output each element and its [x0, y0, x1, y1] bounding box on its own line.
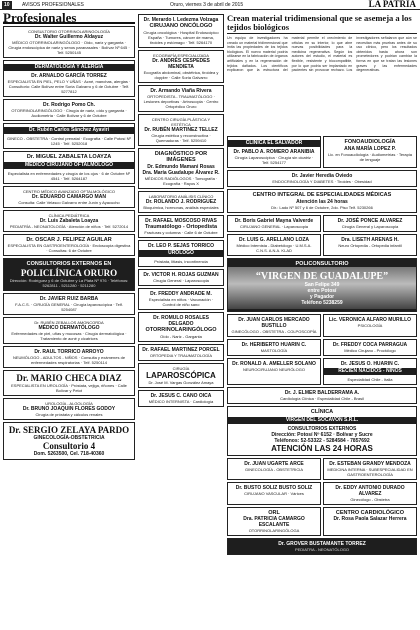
ad-heading: CENTRO MÉDICO AVANZADO OFTALMOLÓGICO	[22, 188, 115, 194]
ad-policonsultorio-guadalupe	[227, 258, 417, 313]
ad-heading: LABORATORIO ANÁLISIS CLÍNICO	[148, 193, 214, 199]
ad-heading: POLICONSULTORIO	[295, 260, 349, 267]
ad-clinica-socavon	[227, 406, 417, 456]
column-right	[227, 14, 417, 627]
ad-camargo	[3, 186, 135, 208]
ad-doctor-name: Dr. MARIO CHECA DIAZ	[16, 372, 122, 383]
ad-details: MEDICINA INTERNA · SUBESPECIALIDAD EN GASTROENTEROLOGÍA	[327, 466, 413, 477]
ad-doctor-name: Dr. BRUNO JOAQUIN FLORES GODOY	[22, 405, 116, 412]
ad-details: Dr. José M. Vargas González Amaya	[148, 379, 214, 385]
ad-heading: UROLOGÍA - ALGOLOGÍA	[45, 400, 93, 406]
ad-doctor-name: Dr. FREDDY ANDRADE M.	[150, 291, 212, 297]
ad-details: PEDIATRÍA - NEONATOLOGÍA · Atención de niños · Telf. 5272014	[9, 223, 129, 229]
ad-doctor-name: ANA MARÍA LOPEZ P.	[344, 145, 396, 152]
ad-clinic-name: POLICLÍNICA ORURO	[20, 267, 118, 278]
ad-orl	[227, 507, 321, 537]
ad-zelaya	[3, 422, 135, 460]
ad-doctor-name: Dr. RUBÉN MARTINEZ TELLEZ	[144, 126, 218, 133]
ad-heading: ORL	[268, 509, 280, 516]
ad-details: Dir.: Lado Nº 507 y 6 de Octubre, 2do. Piso Telf. 5230266	[271, 204, 373, 210]
column-left	[3, 26, 135, 627]
row-6	[227, 358, 417, 387]
ad-doctor-name: Dr. PABLO A. ROMERO ARANIBIA	[233, 149, 315, 155]
ad-grandy	[323, 458, 417, 480]
ad-details: MÉDICO INTERNISTA · Cardiología	[148, 398, 214, 404]
ad-policlinica	[3, 258, 135, 291]
ad-details: GINECO - OBSTETRA · Control prenatal · Ecografía · Calle Potosí Nº 1245 · Telf. 5252018	[7, 136, 131, 146]
ad-doctor-name: Dr. EDDY ANTONIO DURADO ALVAREZ	[335, 484, 405, 497]
ad-doctor-name: Dr. Armando Viaña Rivera	[150, 87, 212, 94]
ad-heriberto-huarin	[227, 339, 321, 356]
ad-details: Cirugía Laparoscópica · Cirugía sin cicatriz · Telf. 5254177	[234, 155, 314, 165]
ad-viana	[138, 85, 224, 112]
ad-details: ENDOCRINOLOGÍA Y DIABETES · Tiroides · Obesidad	[272, 179, 372, 184]
ad-fonoaudiologia	[323, 136, 417, 168]
ad-heading: CONSULTORIO OTORRINOLARINGOLOGÍA	[28, 29, 110, 34]
row-5	[227, 339, 417, 358]
ad-heading: CENTRO INTEGRAL DE ESPECIALIDADES MÉDICAS	[252, 192, 392, 198]
page-number: 10	[4, 2, 10, 8]
article-title: Crean material tridimensional que se asemeja a los tejidos biológicos	[227, 14, 417, 34]
ad-doctor-name: Dr. Rosa Paola Salazar Herrera	[333, 516, 407, 522]
ad-doctor-name: Dr. RAFAEL MARTINEZ PORCEL	[142, 346, 220, 353]
ad-doctor-name: Dra. PATRICIA CAMARGO ESCALANTE	[243, 516, 305, 528]
ad-specialty: GINECOLOGÍA-OBSTETRICIA	[33, 434, 105, 441]
ad-details: PSICOLOGÍA	[357, 323, 383, 328]
ad-laboratorio	[138, 191, 224, 213]
ad-details: ORTOPEDIA Y TRAUMATOLOGÍA	[149, 352, 213, 358]
article-body: Un equipo de investigadores ha creado un material tridimensional que imita las propiedades de los tejidos biológicos. El nuevo material podría utilizarse en la fabricación de órganos artificiales y en la regeneración de tejidos dañados. Los científicos explicaron que la estructura del material permite el crecimiento de células en su interior, lo que abre nuevas posibilidades para la medicina regenerativa. Según los autores del estudio, el material es flexible, resistente y biocompatible, por lo que podría ser implantado en pacientes sin provocar rechazo. Los investigadores señalaron que aún se necesitan más pruebas antes de su uso clínico, pero los resultados obtenidos hasta ahora son prometedores y podrían cambiar la forma en que se tratan las lesiones graves y las enfermedades degenerativas.	[227, 36, 417, 73]
ad-specialty: Traumatólogo - Ortopedista	[144, 223, 218, 230]
ad-details: Médico Internista - Diabetólogo · U.M.S.A. C.N.S. A.N.A. KLAD	[236, 242, 312, 253]
ad-doctor-name: Dr. JESUS C. CANO OICA	[150, 392, 212, 399]
ad-heading: CONSULTORIOS EXTERNOS EN	[26, 261, 112, 267]
ad-subheading: CONSULTORIOS EXTERNOS	[287, 425, 357, 432]
ad-details: PEDIATRA - NEONATÓLOGO	[294, 547, 350, 552]
ad-doctor-name: Dr. JOSÉ PONCE ALVAREZ	[337, 217, 403, 224]
ad-details: GINECOLOGÍA - OBSTETRICIA	[244, 466, 303, 472]
ad-doctor-name: Dr. Edmundo Mamani Rosas	[147, 163, 215, 170]
ad-ponce	[323, 215, 417, 232]
ad-imagenes	[138, 148, 224, 189]
ad-doctor-name: Dr. OSCAR J. FELIPEZ AGUILAR	[26, 236, 112, 243]
ad-cano	[138, 390, 224, 407]
ad-mercado	[227, 314, 321, 337]
ad-details: Enfermedades de piel, uñas y mucosas · Cirugía dermatológica · Tratamiento de acné y cicatrices	[11, 330, 127, 341]
ad-details: OTORRINOLARINGÓLOGO · Cirugía de nariz, oído y garganta · Audiometría · Calle Bolívar y 6 de Octubre	[11, 108, 127, 118]
ad-doctor-name: Dra. LISETH ARENAS H.	[341, 236, 399, 243]
ad-heading: DIAGNÓSTICO POR IMÁGENES	[154, 150, 208, 163]
ad-cespedes	[138, 50, 224, 83]
ad-office: Consultorio 4	[42, 440, 96, 451]
ad-details: F.A.C.S. · CIRUGÍA GENERAL · Cirugía laparoscópica · Telf. 5254087	[15, 301, 123, 312]
ad-banner: UROLOGO	[139, 250, 223, 257]
ad-doctor-name: Dr. ARNALDO GARCÍA TORREZ	[31, 73, 107, 79]
ad-ruiz	[3, 293, 135, 315]
ad-doctor-name: Dr. RAUL TORRICO ARROYO	[34, 348, 104, 355]
ad-details: Oído - Nariz - Garganta	[160, 333, 202, 339]
ad-details: Especialista en enfermedades y cirugía de los ojos · 6 de Octubre Nº 4541 · Telf. 5264187	[7, 170, 131, 181]
ad-details: Ginecólogo - Obstetra	[350, 496, 390, 502]
ad-heredia	[227, 170, 417, 187]
ad-sanchez	[3, 123, 135, 149]
ad-doctor-name: Dr. Rodrigo Pomo Ch.	[43, 102, 95, 108]
ad-doctor-name: Dr. JUAN CARLOS MERCADO BUSTILLO	[238, 317, 310, 329]
ad-hours: Atención las 24 horas	[296, 198, 348, 205]
ad-doctor-name: Dr. RAFAEL MOSCOSO RIVAS	[145, 217, 217, 224]
ad-details: MÉDICO OTORRINOLARINGÓLOGO · Oído, nariz y garganta · Cirugía endoscópica de nariz y senos paranasales · Bolívar Nº 645 · Telf. 5250145	[8, 40, 130, 55]
ad-address-1: San Felipe 349	[304, 281, 340, 288]
ad-banner: Dr. Rubén Carlos Sánchez Ayaviri	[4, 127, 134, 134]
ad-ameller	[227, 358, 321, 385]
row-2	[227, 215, 417, 234]
ad-details: Lic. en Fonoaudiología · Audiometrías · Terapia de lenguaje	[328, 151, 412, 162]
ad-doctor-name-2: Dra. María Guadalupe Álvarez R.	[142, 169, 220, 176]
ad-hours: ATENCIÓN LAS 24 HORAS	[271, 443, 373, 453]
ad-doctor-name: Lic. VERONICA ALFARO MURILLO	[328, 317, 412, 323]
column-middle	[138, 14, 224, 627]
ad-details: Neuro Ortopedia - Ortopedia infantil	[338, 242, 402, 248]
ad-doctor-name: Dr. JESUS O. HUARIN C.	[340, 361, 400, 367]
ad-clinic-name: “VIRGEN DE GUADALUPE”	[255, 270, 389, 282]
ad-details: Ecografía abdominal, obstétrica, tiroidea y doppler · Calle Soria Galvarro	[143, 69, 219, 80]
ad-heading: Dr. RUBÉN ZEBALLOS AMONCORDA	[34, 319, 104, 325]
ad-details: NEUROCIRUJANO NEURÓLOGO	[242, 367, 305, 372]
ad-jesus-huarin	[323, 358, 417, 385]
ad-doctor-name: Dr. JAVIER RUIZ BARBA	[39, 295, 99, 302]
ad-banner: DERMATOLOGÍA Y ALERGIA	[4, 64, 134, 71]
ad-doctor-name: Dr. VICTOR H. ROJAS GUZMAN	[143, 272, 219, 278]
ad-centro-cardiologico	[323, 507, 417, 537]
ad-mayna	[227, 215, 321, 232]
ad-address-3: y Pagador	[309, 293, 335, 300]
news-article	[227, 14, 417, 134]
ad-details: CIRUJANO VASCULAR · Várices	[244, 490, 304, 496]
ad-flores	[3, 398, 135, 420]
ad-soliz	[227, 482, 321, 505]
ad-dermatologia	[3, 60, 135, 97]
ad-details: Cardiología Clínica · Especialidad Chile - Brasil	[280, 396, 364, 401]
ad-details: ESPECIALISTA EN PIEL, PELO Y UÑAS · Acné, manchas, alergias · Consultorio: Calle Bolívar entre Soria Galvarro y 6 de Octubre · Telf. 5277812	[7, 79, 131, 94]
ad-doctor-name: Dr. J. ELMER BALDERRAMA A.	[284, 390, 360, 396]
section-label: AVISOS PROFESIONALES	[22, 2, 84, 8]
ad-ledezma	[138, 14, 224, 48]
ad-arellano	[227, 234, 321, 256]
ad-details: MASTOLOGÍA	[260, 348, 288, 353]
ad-zabaleta	[3, 151, 135, 184]
ad-photo	[228, 267, 416, 309]
ad-moscoso	[138, 215, 224, 239]
ad-clinica-salvador	[227, 136, 321, 168]
ad-centro-integral	[227, 189, 417, 213]
ad-sejas	[138, 240, 224, 267]
ad-details: GINECÓLOGO - OBSTETRA - COLPOSCOPÍA	[231, 329, 317, 334]
ad-address-2: entre Potosí	[307, 287, 337, 294]
ad-specialty: CIRUJANO ONCÓLOGO	[149, 23, 213, 29]
ad-details: Cirugía General · Laparoscopia	[153, 278, 209, 283]
ad-balderrama	[227, 387, 417, 404]
ad-banner: RECIÉN NACIDOS - NIÑOS	[324, 368, 416, 375]
ad-details: Médico Cirujano - Proctólogo	[344, 348, 396, 353]
ad-doctor-name: Dr. SERGIO ZELAYA PARDO	[8, 424, 130, 435]
ad-bustamante	[227, 538, 417, 555]
ad-doctor-name: Dr. ANDRÉS CESPEDES MENDIETA	[152, 57, 210, 70]
ad-martinez-porcel	[138, 344, 224, 361]
ad-doctor-name: Dr. Boris Gabriel Mayna Valverde	[234, 217, 314, 224]
ad-details: Cirugía oncológica · Hospital Endoscópico España · Tumores, cáncer de mama, tiroides y estómago · Telf. 5264170	[143, 29, 219, 45]
ad-details: MÉDICOS RADIÓLOGOS · Tomografía · Ecografía · Rayos X	[144, 175, 218, 186]
ad-laparoscopica	[138, 363, 224, 388]
ad-details: Bioquímica, hormonas, análisis especiales	[143, 204, 219, 210]
ad-doctor-name: Dr. ROMULO ROSALES DELGADO	[153, 315, 209, 327]
ad-doctor-name: Dr. LEO P. SEJAS TORRICO	[148, 243, 214, 249]
ad-doctor-name: Dr. RONALD A. AMELLER SOLANO	[232, 361, 316, 367]
ad-martinez-tellez	[138, 114, 224, 146]
ad-details: Fracturas y columna · Calle 6 de Octubre	[144, 230, 218, 235]
ad-doctor-name: Dr. GROVER BUSTAMANTE TORREZ	[278, 541, 366, 547]
ad-torrico	[3, 346, 135, 368]
ad-details: ESPECIALISTA EN UROLOGÍA · Próstata, vejiga, riñones · Calle Bolívar y Petot	[11, 382, 127, 393]
ad-heading: CLÍNICA	[310, 409, 334, 415]
ad-alfaro	[323, 314, 417, 337]
ad-phone: Teléfonos: 52-53322 - 5284584 - 7857692	[274, 437, 370, 444]
ad-doctor-name: Dr. MIGUEL ZABALETA LOAYZA	[26, 154, 112, 160]
ad-doctor-name: Dr. HERIBERTO HUARIN C.	[241, 342, 307, 348]
row-7	[227, 458, 417, 482]
ad-details: Cirugía General y Laparoscopia	[341, 223, 399, 229]
ad-zeballos	[3, 317, 135, 344]
ad-doctor-name: Dr. LUIS G. ARELLANO LOZA	[238, 236, 310, 243]
row-3	[227, 234, 417, 258]
ad-clinic-name: VIRGEN DEL SOCAVÓN S.R.L.	[228, 417, 416, 424]
ad-details: Dirección: Rodríguez y 6 de Octubre y La Plata Nº 976 · Teléfonos: 5262811 - 5211280 · 5211280	[9, 277, 129, 288]
ad-rojas	[138, 269, 224, 286]
ad-phone: Dom. 5263500, Cel. 718-40360	[33, 450, 105, 457]
ad-checa	[3, 370, 135, 396]
ad-doctor-name: Dr. Merardo I. Ledezma Volzaga	[143, 17, 219, 23]
ad-address: Dirección: Potosí Nº 6152 · Bolívar y Sucre	[271, 431, 373, 438]
ad-banner: MÉDICO CIRUJANO OFTALMÓLOGO	[4, 162, 134, 169]
issue-date: Oruro, viernes 3 de abril de 2015	[170, 2, 244, 8]
newspaper-logo: LA PATRIA	[368, 0, 416, 9]
row-9	[227, 507, 417, 539]
ad-details: NEUMÓLOGO - ADULTOS - NIÑOS · Consulta y exámenes de enfermedades respiratorias · Telf. 5250114	[12, 354, 126, 365]
ad-rosales	[138, 312, 224, 342]
ad-doctor-name: MÉDICO DERMATÓLOGO	[38, 324, 100, 331]
ad-ugarte	[227, 458, 321, 480]
page-title: Profesionales	[3, 11, 135, 24]
ad-doctor-name: Dr. Walter Guillermo Aldayuz	[34, 34, 104, 40]
ad-details: Próstata, litiasis, incontinencia	[154, 259, 208, 264]
ad-pomo	[3, 99, 135, 121]
ad-details: Cirugía estética y reconstructiva · Quemaduras · Telf. 5259410	[151, 132, 211, 143]
ad-durado	[323, 482, 417, 505]
ad-andrade	[138, 288, 224, 310]
ad-specialty: LAPAROSCÓPICA	[146, 370, 216, 380]
ad-aldayuz	[3, 26, 135, 58]
ad-heading: CLÍNICA PEDIÁTRICA	[48, 212, 90, 218]
ad-doctor-name: Dr. BUSTO SOLIZ BUSTO SOLIZ	[235, 484, 313, 491]
row-8	[227, 482, 417, 507]
row-4	[227, 314, 417, 339]
ad-doctor-name: Dr. JUAN UGARTE ARCE	[244, 460, 304, 467]
ad-doctor-name: Dr. Javier Heredia Oviedo	[291, 173, 353, 179]
ad-felipez	[3, 234, 135, 257]
ad-details: Cirugía de próstata y cálculos renales	[35, 411, 103, 417]
ad-coca	[323, 339, 417, 356]
ad-details: OTORRINOLARINGÓLOGA	[248, 528, 300, 533]
ad-specialty: OTORRINOLARINGÓLOGO	[145, 327, 217, 333]
ad-details: Especialista en niños · Vacunación · Control de niño sano	[148, 297, 214, 307]
ad-details: Consulta: Calle Velasco Galvarro entre Junín y Ayacucho	[18, 199, 120, 205]
row-1	[227, 136, 417, 170]
ad-doctor-name: Dr. Luis Zabaleta Loayza	[39, 217, 99, 224]
ad-heading: CENTRO CARDIOLÓGICO	[335, 509, 405, 516]
ad-doctor-name: Dr. EDUARDO CAMARGO MAN	[32, 193, 106, 200]
page-header	[0, 0, 420, 10]
ad-doctor-name: Dr. ESTEBAN GRANDY MENDOZA	[329, 460, 411, 467]
ad-doctor-name: Dr. ROLANDO J. RODRIGUEZ	[145, 198, 217, 205]
ad-arenas	[323, 234, 417, 256]
ad-details: CIRUJANO GENERAL · Laparoscopia	[239, 223, 309, 229]
ad-banner: CLÍNICA EL SALVADOR	[228, 140, 320, 147]
ad-phone: Teléfono 5238259	[301, 299, 343, 306]
ad-details: Especialidad Chile - Italia	[347, 377, 393, 382]
ad-details: ESPECIALISTA EN GASTROENTEROLOGÍA · Endoscopia digestiva · Consultas: 6 de Octubre	[7, 243, 131, 253]
ad-details: ORTOPEDISTA - TRAUMATÓLOGO · Lesiones deportivas · Artroscopia · Centro Ortopédico Oruro	[143, 93, 219, 109]
ad-doctor-name: Dr. FREDDY COCA PARRAGUA	[332, 342, 408, 348]
ad-pediatria	[3, 210, 135, 232]
ad-heading: CENTRO CIRUGÍA PLÁSTICA Y ESTÉTICA	[151, 116, 211, 127]
ad-heading: FONOAUDIOLOGÍA	[344, 139, 396, 145]
ad-heading: ECOGRAFÍA ESPECIALIZADA	[153, 52, 209, 58]
ad-heading: CIRUGÍA	[172, 365, 190, 371]
